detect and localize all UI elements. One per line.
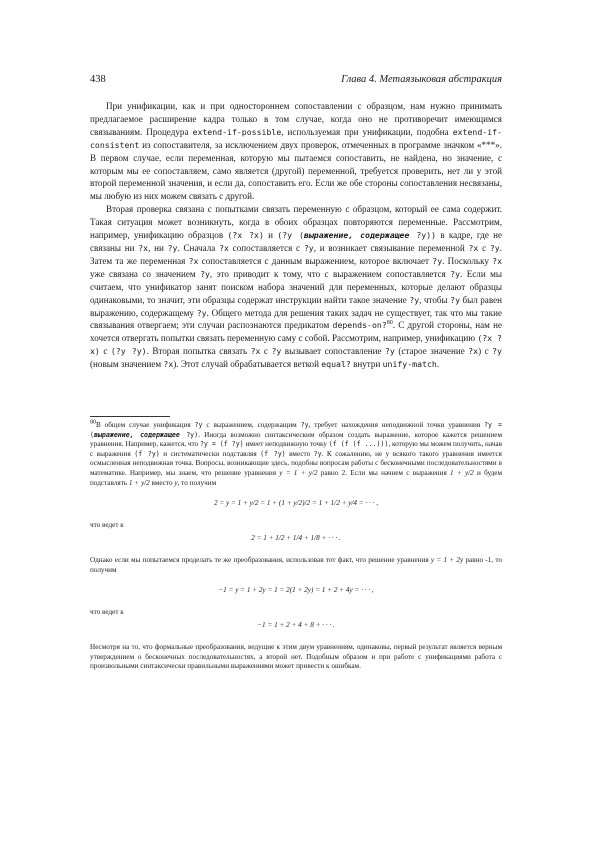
footnote-line-leads-to-1: что ведет к <box>90 520 124 529</box>
footnote-conclusion: Несмотря на то, что формальные преобразования, ведущие к этим двум уравнениям, одинаковы, первый результат является верным утверждением о бесконечных последовательностях, а второй нет. Подобным образом и при работе с унификациями работа с произвольными синтаксически правильными выражениями может привести к ошибкам. <box>90 642 502 671</box>
running-head <box>90 74 502 85</box>
main-text <box>90 100 502 371</box>
footnote-80 <box>90 421 502 672</box>
equation-3: −1 = y = 1 + 2y = 1 = 2(1 + 2y) = 1 + 2 + 4y = · · · , <box>218 586 374 595</box>
footnote-ref[interactable]: 80 <box>386 320 393 327</box>
footnote-rule <box>90 416 170 417</box>
chapter-title: Глава 4. Метаязыковая абстракция <box>341 74 502 85</box>
paragraph-self-reference: Вторая проверка связана с попытками связать переменную с образцом, который ее сама содержит. Такая ситуация может возникнуть, когда в обоих образцах повторяются переменные. Рассмотрим, например, унификацию образцов (?x ?x) и (?y (выражение, содержащее ?y)) в кадре, где не связаны ни ?x, ни ?y. Сначала ?x сопоставляется с ?y, и возникает связывание переменной ?x с ?y. Затем та же переменная ?x сопоставляется с данным выражением, которое включает ?y. Поскольку ?x уже связана со значением ?y, это приводит к тому, что с выражением сопоставляется ?y. Если мы считаем, что унификатор занят поиском набора значений для переменных, которые делают образцы одинаковыми, то значит, эти образцы содержат инструкции найти такое значение ?y, чтобы ?y был равен выражению, содержащему ?y. Общего метода для решения таких задач не существует, так что мы такие связывания отвергаем; эти случаи распознаются предикатом depends-on?$^{80}$. С другой стороны, нам не хочется отвергать попытки связать переменную саму с собой. Рассмотрим, например, унификацию (?x ?x) с (?y ?y). Вторая попытка связать ?x с ?y вызывает сопоставление ?y (старое значение ?x) с ?y (новым значением ?x). Этот случай обрабатывается веткой equal? внутри unify-match. <box>90 204 503 370</box>
paragraph-unification-checks: При унификации, как и при одностороннем сопоставлении с образцом, нам нужно принимать предлагаемое расширение кадра только в том случае, когда оно не противоречит имеющимся связываниям. Процедура extend-if-possible, используемая при унификации, подобна extend-if-consistent из сопоставителя, за исключением двух проверок, отмеченных в программе значком «***». В первом случае, если переменная, которую мы пытаемся сопоставить, не найдена, но значение, с которым мы ее сопоставляем, само является (другой) переменной, требуется проверить, нет ли у этой второй переменной значения, и если да, сопоставить его. Если же обе стороны сопоставления несвязаны, мы любую из них можем связать с другой. <box>90 101 502 202</box>
footnote-text: $^{80}$В общем случае унификация ?y с выражением, содержащим ?y, требует нахождения неподвижной точки уравнения ?y = (выражение, содержащее ?y). Иногда возможно синтаксическим образом создать выражение, которое кажется решением уравнения. Например, кажется, что ?y = (f ?y) имеет неподвижную точку (f (f (f ...))), которую мы можем получить, начав с выражения (f ?y) и систематически подставляя (f ?y) вместо ?y. К сожалению, не у всякого такого уравнения имеется осмысленная неподвижная точка. Вопросы, возникающие здесь, подобны вопросам работы с бесконечными последовательностями в математике. Например, мы знаем, что решение уравнения y = 1 + y/2 равно 2. Если мы начнем с выражения 1 + y/2 и будем подставлять 1 + y/2 вместо y, то получим <box>90 419 503 487</box>
footnote-mark: 80 <box>90 419 96 426</box>
footnote-line-however: Однако если мы попытаемся проделать те же преобразования, использовав тот факт, что решение уравнения y = 1 + 2y равно -1, то получим <box>90 555 502 574</box>
equation-2: 2 = 1 + 1/2 + 1/4 + 1/8 + · · · . <box>251 534 341 543</box>
footnote-line-leads-to-2: что ведет к <box>90 607 124 616</box>
equation-4: −1 = 1 + 2 + 4 + 8 + · · · . <box>257 621 335 630</box>
page-number: 438 <box>90 74 106 85</box>
equation-1: 2 = y = 1 + y/2 = 1 + (1 + y/2)/2 = 1 + 1/2 + y/4 = · · · , <box>213 499 379 508</box>
